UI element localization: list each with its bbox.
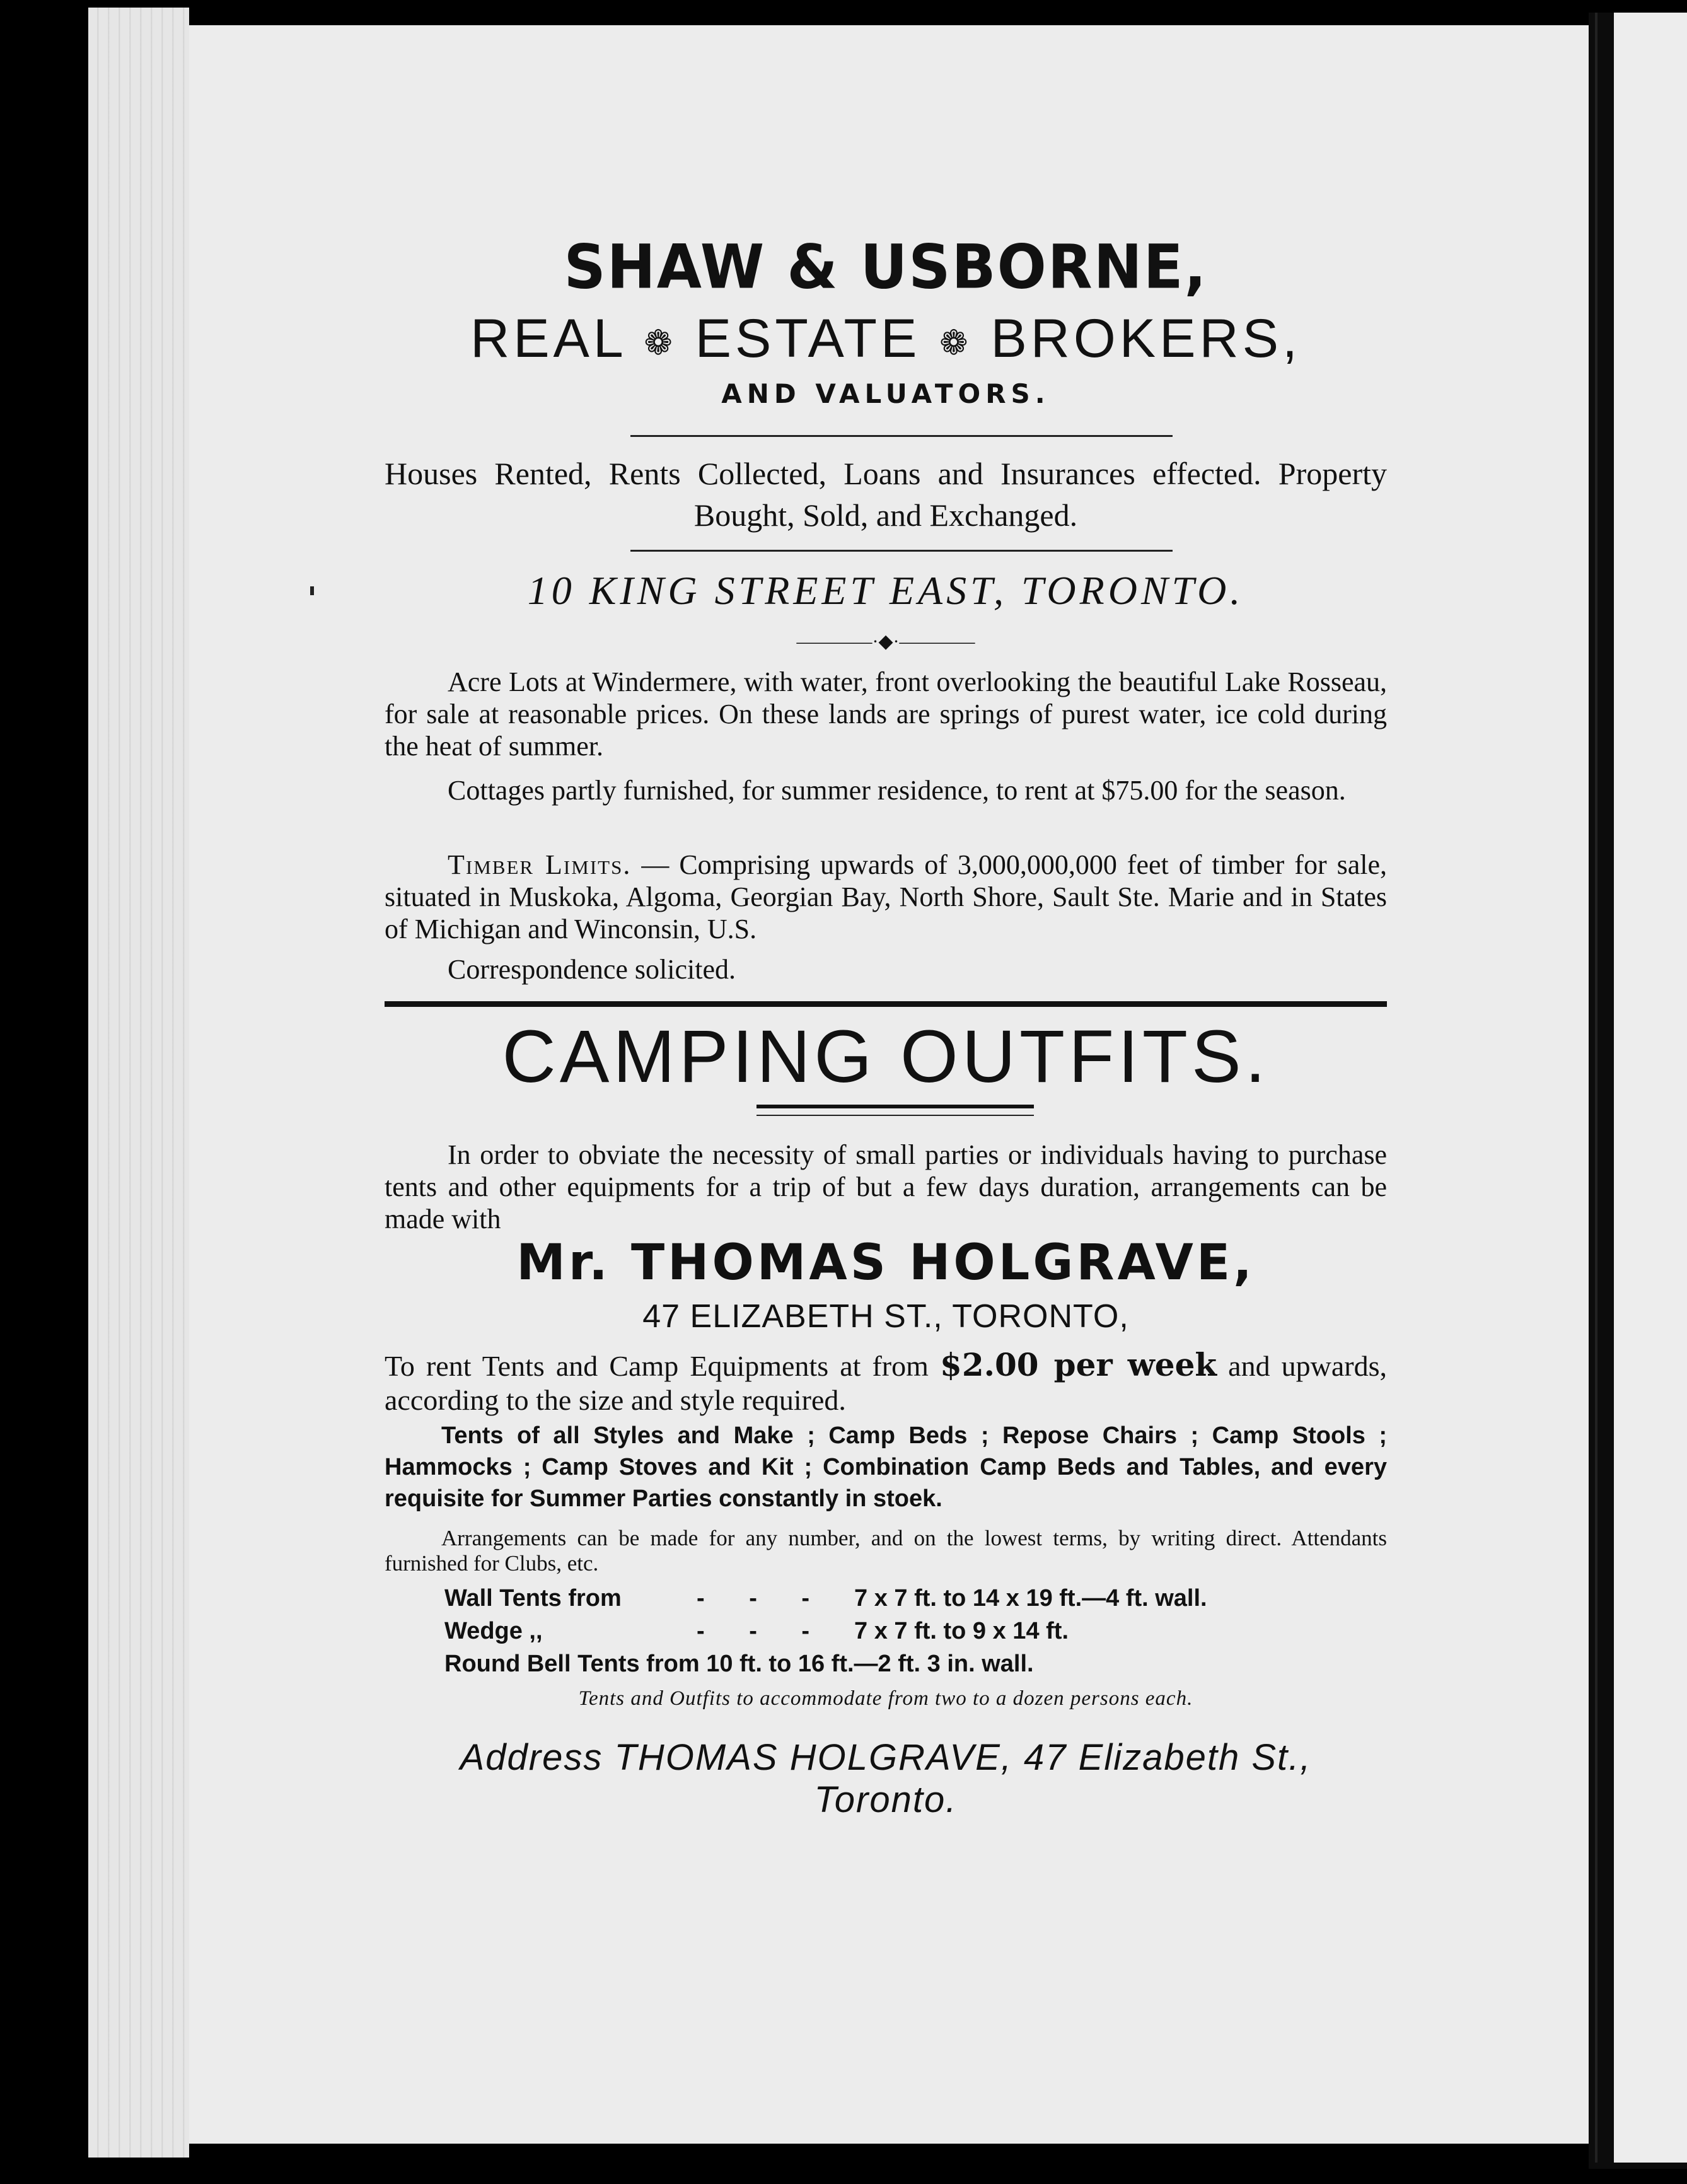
acre-lots-paragraph xyxy=(385,666,1387,762)
ad-separator xyxy=(385,1001,1387,1007)
arrangements-paragraph xyxy=(385,1526,1387,1576)
price-dashes: - - - xyxy=(697,1585,829,1612)
cottages-paragraph xyxy=(385,774,1387,806)
capacity-note: Tents and Outfits to accommodate from two to a dozen persons each. xyxy=(578,1687,1193,1710)
title-word-estate: ESTATE xyxy=(695,308,921,369)
rent-after: and upwards, according to the size and style required. xyxy=(385,1350,1388,1416)
cottages-text: Cottages partly furnished, for summer residence, to rent at $75.00 for the season. xyxy=(448,775,1346,806)
ornament-divider: ————·◆·———— xyxy=(796,631,975,652)
timber-text: — Comprising upwards of 3,000,000,000 feet of timber for sale, situated in Muskoka, Algoma, Georgian Bay, North Shore, Sault Ste. Marie and in States of Michigan and Winconsin, U.S. xyxy=(385,849,1387,944)
correspondence-text: Correspondence solicited. xyxy=(448,954,736,985)
office-address: 10 KING STREET EAST, TORONTO. xyxy=(527,568,1244,613)
services-text: Houses Rented, Rents Collected, Loans and Insurances effected. Property Bought, Sold, and Exchanged. xyxy=(385,456,1387,533)
speck xyxy=(310,586,314,595)
leaf-icon: ❁ xyxy=(939,323,972,362)
title-word-brokers: BROKERS, xyxy=(990,308,1301,369)
proprietor-address: 47 ELIZABETH ST., TORONTO, xyxy=(642,1298,1129,1335)
firm-name: SHAW & USBORNE, xyxy=(564,231,1208,303)
divider xyxy=(630,435,1173,437)
ad-title xyxy=(385,308,1387,370)
price-item: Wall Tents from xyxy=(444,1585,622,1612)
price-row xyxy=(444,1618,1069,1645)
timber-label: Timber Limits. xyxy=(448,849,632,880)
rent-price: $2.00 per week xyxy=(940,1346,1217,1383)
intro-paragraph xyxy=(385,1139,1387,1235)
price-spec: 10 ft. to 16 ft.—2 ft. 3 in. wall. xyxy=(706,1651,1034,1677)
price-row xyxy=(444,1585,1207,1612)
correspondence-paragraph xyxy=(385,953,1387,985)
tents-list xyxy=(385,1420,1387,1514)
heading-underline xyxy=(757,1105,1034,1108)
price-item: Round Bell Tents from xyxy=(444,1651,700,1677)
price-dashes: - - - xyxy=(697,1618,829,1644)
closing-address: Address THOMAS HOLGRAVE, 47 Elizabeth St., Toronto. xyxy=(460,1737,1312,1820)
intro-text: In order to obviate the necessity of small parties or individuals having to purchase tents and other equipments for a trip of but a few days duration, arrangements can be made with xyxy=(385,1139,1387,1234)
subtitle: AND VALUATORS. xyxy=(721,378,1050,409)
proprietor-name: Mr. THOMAS HOLGRAVE, xyxy=(516,1234,1255,1291)
page-stack-edge xyxy=(88,8,189,2158)
gutter-line xyxy=(1595,13,1597,2163)
price-row xyxy=(444,1651,1034,1678)
rent-paragraph xyxy=(385,1348,1387,1417)
heading-underline-thin xyxy=(757,1115,1034,1116)
tents-list-text: Tents of all Styles and Make ; Camp Beds ; Repose Chairs ; Camp Stools ; Hammocks ; Camp Stoves and Kit ; Combination Camp Beds and Tables, and every requisite for Summer Parties constantly in stoek. xyxy=(385,1422,1387,1512)
leaf-icon: ❁ xyxy=(644,323,676,362)
arrangements-text: Arrangements can be made for any number, and on the lowest terms, by writing direct. Attendants furnished for Clubs, etc. xyxy=(385,1526,1387,1576)
price-spec: 7 x 7 ft. to 14 x 19 ft.—4 ft. wall. xyxy=(854,1585,1207,1612)
camping-heading: CAMPING OUTFITS. xyxy=(502,1015,1270,1098)
facing-page-edge xyxy=(1614,13,1687,2163)
acre-lots-text: Acre Lots at Windermere, with water, front overlooking the beautiful Lake Rosseau, for sale at reasonable prices. On these lands are springs of purest water, ice cold during the heat of summer. xyxy=(385,666,1387,762)
price-item: Wedge ,, xyxy=(444,1618,543,1644)
rent-before: To rent Tents and Camp Equipments at from xyxy=(385,1350,929,1382)
timber-paragraph xyxy=(385,849,1387,945)
divider xyxy=(630,550,1173,552)
price-spec: 7 x 7 ft. to 9 x 14 ft. xyxy=(854,1618,1069,1644)
title-word-real: REAL xyxy=(470,308,625,369)
